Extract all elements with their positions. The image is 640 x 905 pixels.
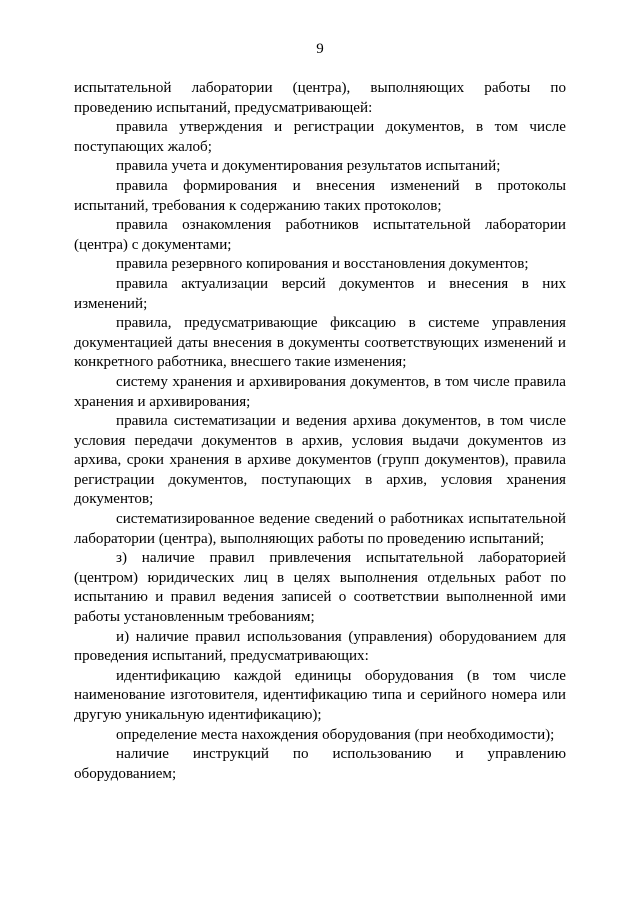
paragraph: наличие инструкций по использованию и управлению оборудованием; (74, 746, 566, 782)
paragraph: правила формирования и внесения изменений в протоколы испытаний, требования к содержанию таких протоколов; (74, 177, 566, 214)
paragraph: и) наличие правил использования (управления) оборудованием для проведения испытаний, предусматривающих: (74, 628, 566, 665)
paragraph: систему хранения и архивирования документов, в том числе правила хранения и архивирования; (74, 373, 566, 410)
paragraph: систематизированное ведение сведений о работниках испытательной лаборатории (центра), выполняющих работы по проведению испытаний; (74, 511, 566, 547)
paragraph: правила актуализации версий документов и внесения в них изменений; (74, 275, 566, 312)
paragraph: правила ознакомления работников испытательной лаборатории (центра) с документами; (74, 217, 566, 253)
paragraph: з) наличие правил привлечения испытательной лабораторией (центром) юридических лиц в целях выполнения отдельных работ по испытанию и правил ведения записей о соответствии выполненной ими работы установленным требованиям; (74, 550, 566, 626)
paragraph: правила, предусматривающие фиксацию в системе управления документацией даты внесения в документы соответствующих изменений и конкретного работника, внесшего такие изменения; (74, 315, 566, 371)
paragraph: идентификацию каждой единицы оборудования (в том числе наименование изготовителя, идентификацию типа и серийного номера или другую уникальную идентификацию); (74, 667, 566, 723)
paragraph: правила учета и документирования результатов испытаний; (116, 158, 501, 175)
page-number: 9 (316, 41, 324, 57)
document-body (74, 79, 566, 784)
paragraph: испытательной лаборатории (центра), выполняющих работы по проведению испытаний, предусматривающей: (74, 80, 566, 116)
paragraph: правила резервного копирования и восстановления документов; (116, 256, 529, 273)
paragraph: правила систематизации и ведения архива документов, в том числе условия передачи документов в архив, условия выдачи документов из архива, сроки хранения в архиве документов (групп документов), правила регистрации документов, поступающих в архив, условия хранения документов; (74, 413, 566, 508)
paragraph: определение места нахождения оборудования (при необходимости); (116, 726, 555, 743)
paragraph: правила утверждения и регистрации документов, в том числе поступающих жалоб; (74, 119, 566, 155)
